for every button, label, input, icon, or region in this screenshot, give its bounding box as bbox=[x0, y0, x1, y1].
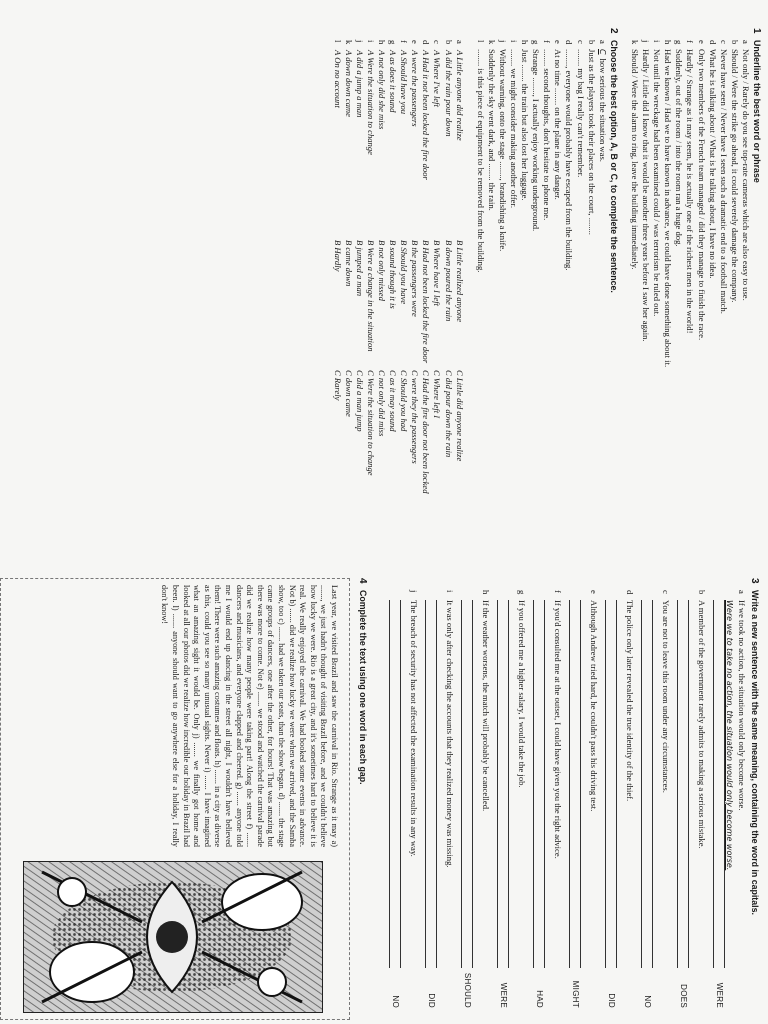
option-letter: c bbox=[432, 40, 443, 44]
item-letter: h bbox=[663, 40, 674, 45]
item-text: Just as the players took their places on the court, ........ bbox=[586, 49, 597, 235]
option-c: C did a man jump bbox=[354, 370, 365, 432]
section3-item bbox=[707, 590, 747, 1008]
section1-item bbox=[640, 40, 651, 488]
section2-item bbox=[475, 40, 486, 488]
handwritten-answer: C bbox=[597, 49, 607, 55]
section4-title: Complete the text using one word in each gap. bbox=[358, 590, 368, 785]
item-letter: c bbox=[575, 40, 586, 44]
option-b: B Hardly bbox=[332, 240, 343, 272]
option-letter: d bbox=[421, 40, 432, 45]
item-letter: b bbox=[586, 40, 597, 45]
section1-item bbox=[707, 40, 718, 488]
answer-line[interactable] bbox=[533, 600, 534, 968]
option-row bbox=[332, 40, 343, 488]
answer-line[interactable] bbox=[497, 600, 498, 968]
option-row bbox=[343, 40, 354, 488]
section3-item bbox=[527, 590, 563, 1008]
item-text: The breach of security has not affected the examination results in any way. bbox=[408, 600, 419, 857]
answer-line[interactable] bbox=[713, 600, 714, 968]
item-text: how serious the situation was. bbox=[597, 58, 608, 162]
option-letter: a bbox=[454, 40, 465, 44]
keyword: NO bbox=[390, 995, 400, 1008]
item-text: If the weather worsens, the match will probably be cancelled. bbox=[480, 600, 491, 812]
section3-item bbox=[635, 590, 671, 1008]
item-letter: i bbox=[509, 40, 520, 43]
item-letter: f bbox=[685, 40, 696, 43]
section2-item bbox=[575, 40, 586, 488]
keyword: WERE bbox=[498, 982, 508, 1008]
item-text: At no time ........ on the plane in any danger. bbox=[553, 49, 564, 200]
keyword: DID bbox=[606, 993, 616, 1008]
option-b: B sound though it is bbox=[388, 240, 399, 309]
section2-item bbox=[586, 40, 597, 488]
carnival-illustration-drawing bbox=[24, 862, 322, 1012]
option-row bbox=[431, 40, 442, 488]
keyword: HAD bbox=[534, 990, 544, 1008]
section2-item bbox=[563, 40, 574, 488]
item-letter: k bbox=[629, 40, 640, 45]
option-b: B Had not been locked the fire door bbox=[421, 240, 432, 364]
option-a: A did a jump a man bbox=[354, 50, 365, 118]
passage-text: Last year, we visited Brazil and saw the carnival in Rio. Strange as it may a) ......., we just hadn't thought of visiting Brazil before, and we couldn't believe how lucky we were. Rio is a great city, and it's sometimes hard to believe it is real. We really enjoyed the carnival. We had booked some events in advance. Not b) ....... did we realize how lucky we were when we arrived, and the Samba show, too c) ....... had we taken our seats, than the show began. d) ....... the stage came groups of dancers, one after the other, for hours! That was amazing but there was more to come. Not e) ....... we stood and watched the carnival parade did we realize how many people were taking part! Along the street f) ....... dancers and musicians, and everyone clapped and cheered. g) ....... anyone told me I would end up dancing in the street all night, I wouldn't have believed them! There were such amazing costumes and floats. h) ....... in a city as diverse as this, could you see so many unusual sights. Never i) ....... I have imagined what an amazing sight it would be. Only j) ....... we finally got home and looked at all our photos did we realize how incredible our holiday in Brazil had been. l) ....... anyone should want to go anywhere else for a holiday, I really don't know! bbox=[160, 585, 339, 847]
answer-line[interactable] bbox=[580, 600, 581, 968]
option-a: A Should have you bbox=[399, 50, 410, 115]
item-text: Hardly / Little did I know that it would be another three years before I saw her again. bbox=[641, 49, 652, 342]
item-letter: h bbox=[480, 590, 491, 595]
option-letter: k bbox=[343, 40, 354, 45]
section1-item bbox=[684, 40, 695, 488]
answer-line[interactable] bbox=[724, 600, 725, 968]
section2-number: 2 bbox=[607, 28, 619, 34]
option-row bbox=[376, 40, 387, 488]
item-text: If you offered me a higher salary, I would take the job. bbox=[516, 600, 527, 788]
item-text: Just ........ the train but also lost her luggage. bbox=[520, 49, 531, 201]
option-a: A not only did she miss bbox=[377, 50, 387, 130]
answer-line[interactable] bbox=[544, 600, 545, 968]
section1-item bbox=[662, 40, 673, 488]
answer-line[interactable] bbox=[425, 600, 426, 968]
section2-item bbox=[541, 40, 552, 488]
item-letter: j bbox=[497, 40, 508, 43]
answer-line[interactable] bbox=[616, 600, 617, 968]
option-letter: j bbox=[354, 40, 365, 43]
section2-title: Choose the best option, A, B or C, to complete the sentence. bbox=[608, 40, 619, 293]
item-text: Although Andrew tried hard, he couldn't pass his driving test. bbox=[588, 600, 599, 812]
item-text: ........ second thoughts, don't hesitate to phone me. bbox=[542, 49, 553, 221]
keyword: DID bbox=[426, 993, 436, 1008]
option-b: B Should you have bbox=[399, 240, 410, 305]
item-text: If we took no action, the situation would only become worse. bbox=[736, 600, 747, 811]
option-letter: f bbox=[399, 40, 410, 43]
handwritten-answer: Were we to take no action, the situation would only become worse. bbox=[724, 600, 734, 871]
item-text: Not only / Rarely do you see top-rate cameras which are also easy to use. bbox=[740, 49, 751, 301]
answer-line[interactable] bbox=[688, 600, 689, 968]
item-letter: i bbox=[444, 590, 455, 593]
option-c: C did pour down the rain bbox=[443, 370, 454, 458]
passage-box bbox=[0, 578, 350, 1020]
item-letter: g bbox=[674, 40, 685, 45]
section4-number: 4 bbox=[357, 578, 368, 584]
option-a: A down down came bbox=[343, 50, 354, 117]
option-a: A Where I've left bbox=[432, 50, 443, 107]
item-letter: c bbox=[718, 40, 729, 44]
item-text: ........ we might consider making another offer. bbox=[509, 49, 520, 209]
option-letter: b bbox=[443, 40, 454, 45]
item-text: Strange ........, I actually enjoy working underground. bbox=[531, 49, 542, 232]
option-a: A did the rain pour down bbox=[443, 50, 454, 137]
item-letter: j bbox=[641, 40, 652, 43]
right-column bbox=[383, 578, 760, 1008]
section3-item bbox=[383, 590, 419, 1008]
item-text: You are not to leave this room under any circumstances. bbox=[660, 600, 671, 793]
option-c: C Where left I bbox=[432, 370, 443, 419]
item-letter: b bbox=[729, 40, 740, 45]
section1-list bbox=[629, 28, 751, 488]
item-letter: e bbox=[588, 590, 599, 594]
section3-item bbox=[599, 590, 635, 1008]
item-text: The police only later revealed the true identity of the thief. bbox=[624, 600, 635, 802]
option-c: C Little did anyone realize bbox=[454, 370, 465, 462]
section1-item bbox=[673, 40, 684, 488]
item-text: Without warning, onto the stage ........, brandishing a knife. bbox=[497, 49, 508, 252]
item-text: Not until the wreckage had been examined could / was terrorism be ruled out. bbox=[652, 49, 663, 317]
item-letter: a bbox=[597, 40, 608, 44]
option-row bbox=[387, 40, 398, 488]
section3-item bbox=[455, 590, 491, 1008]
option-letter: g bbox=[388, 40, 399, 45]
keyword: MIGHT bbox=[570, 980, 580, 1008]
item-text: Should / Were the alarm to ring, leave the building immediately. bbox=[629, 49, 640, 270]
section2-item bbox=[530, 40, 541, 488]
item-text: What he is talking about / What is he talking about, I have no idea. bbox=[707, 49, 718, 279]
keyword: WERE bbox=[714, 982, 724, 1008]
section1-item bbox=[629, 40, 640, 488]
section1-title: Underline the best word or phrase bbox=[752, 40, 762, 183]
item-letter: f bbox=[542, 40, 553, 43]
item-letter: e bbox=[553, 40, 564, 44]
option-row bbox=[442, 40, 453, 488]
answer-line[interactable] bbox=[461, 600, 462, 968]
item-text: A member of the government rarely admits to making a serious mistake. bbox=[696, 600, 707, 849]
option-a: A were the passengers bbox=[410, 50, 421, 127]
item-letter: g bbox=[516, 590, 527, 595]
section1-item bbox=[718, 40, 729, 488]
section2-item bbox=[497, 40, 508, 488]
section3-list bbox=[383, 578, 747, 1008]
section1-item bbox=[740, 40, 751, 488]
section2-list bbox=[475, 28, 608, 488]
option-letter: l bbox=[332, 40, 343, 43]
item-text: ........ my bag I really can't remember. bbox=[575, 49, 586, 178]
option-c: C were they the passengers bbox=[410, 370, 421, 464]
item-letter: l bbox=[475, 40, 486, 43]
answer-line[interactable] bbox=[436, 600, 437, 968]
item-text: It was only after checking the accounts that they realized money was missing. bbox=[444, 600, 455, 868]
section2-item bbox=[486, 40, 497, 488]
section4-header bbox=[357, 578, 368, 1008]
item-letter: d bbox=[564, 40, 575, 45]
section1-item bbox=[729, 40, 740, 488]
item-text: Hardly / Strange as it may seem, he is actually one of the richest men in the world! bbox=[685, 49, 696, 334]
item-text: Only two members of the French team managed / did they manage to finish the race. bbox=[696, 49, 707, 341]
answer-line[interactable] bbox=[389, 600, 390, 968]
option-row bbox=[365, 40, 376, 488]
item-text: Never have seen / Never have I seen such a dramatic end to a football match. bbox=[718, 49, 729, 314]
answer-line[interactable] bbox=[605, 600, 606, 968]
section3-number: 3 bbox=[749, 578, 760, 584]
answer-line[interactable] bbox=[400, 600, 401, 968]
item-letter: d bbox=[624, 590, 635, 595]
item-letter: b bbox=[696, 590, 707, 595]
item-letter: e bbox=[696, 40, 707, 44]
answer-line[interactable] bbox=[569, 600, 570, 968]
section2-item bbox=[597, 40, 608, 488]
item-letter: g bbox=[531, 40, 542, 45]
option-c: C Rarely bbox=[332, 370, 343, 401]
option-b: B came down bbox=[343, 240, 354, 287]
item-letter: i bbox=[652, 40, 663, 43]
left-column bbox=[332, 28, 762, 494]
keyword: DOES bbox=[678, 984, 688, 1008]
option-b: B Little realized anyone bbox=[454, 240, 465, 323]
option-b: B jumped a man bbox=[354, 240, 365, 297]
option-a: A Little anyone did realize bbox=[454, 50, 465, 141]
option-c: C not only did miss bbox=[377, 370, 387, 437]
keyword: NO bbox=[642, 995, 652, 1008]
option-b: B down poured the rain bbox=[443, 240, 454, 322]
section2-options bbox=[332, 40, 465, 494]
section2-item bbox=[508, 40, 519, 488]
item-letter: h bbox=[520, 40, 531, 45]
option-letter: h bbox=[377, 40, 387, 45]
option-b: B not only missed bbox=[377, 240, 387, 301]
answer-line[interactable] bbox=[677, 600, 678, 968]
section3-title: Write a new sentence with the same meaning, containing the word in capitals. bbox=[750, 590, 760, 915]
item-letter: c bbox=[660, 590, 671, 594]
section3-item bbox=[491, 590, 527, 1008]
option-c: C as it may sound bbox=[388, 370, 399, 432]
option-row bbox=[398, 40, 409, 488]
item-letter: f bbox=[552, 590, 563, 593]
item-text: ........, everyone would probably have escaped from the building. bbox=[564, 49, 575, 271]
option-c: C Had the fire door not been locked bbox=[421, 370, 432, 494]
item-text: If you'd consulted me at the outset, I could have given you the right advice. bbox=[552, 600, 563, 859]
option-row bbox=[409, 40, 420, 488]
section3-item bbox=[419, 590, 455, 1008]
item-letter: a bbox=[740, 40, 751, 44]
option-a: A Had it not been locked the fire door bbox=[421, 50, 432, 180]
section2-item bbox=[552, 40, 563, 488]
answer-line[interactable] bbox=[652, 600, 653, 968]
option-c: C down came bbox=[343, 370, 354, 417]
carnival-illustration bbox=[23, 861, 323, 1013]
answer-line[interactable] bbox=[472, 600, 473, 968]
section2-item bbox=[519, 40, 530, 488]
keyword: SHOULD bbox=[462, 972, 472, 1008]
section3-item bbox=[563, 590, 599, 1008]
item-letter: a bbox=[736, 590, 747, 594]
section1-item bbox=[651, 40, 662, 488]
option-letter: i bbox=[365, 40, 376, 43]
answer-line[interactable] bbox=[641, 600, 642, 968]
item-text: Had we known / Had we to have known in advance, we could have done something about it. bbox=[663, 49, 674, 368]
item-text: ........ is this piece of equipment to be removed from the building. bbox=[475, 49, 486, 273]
item-text: Suddenly the sky went dark, and ........ the rain. bbox=[486, 49, 497, 211]
option-b: B Where have I left bbox=[432, 240, 443, 307]
option-row bbox=[420, 40, 432, 494]
section1-item bbox=[695, 40, 706, 488]
item-letter: k bbox=[486, 40, 497, 45]
option-a: A Were the situation to change bbox=[365, 50, 376, 155]
item-text: Suddenly, out of the room / into the room ran a huge dog. bbox=[674, 49, 685, 247]
item-text: Should / Were the strike go ahead, it could severely damage the company. bbox=[729, 49, 740, 303]
option-letter: e bbox=[410, 40, 421, 44]
item-letter: d bbox=[707, 40, 718, 45]
option-row bbox=[454, 40, 465, 488]
option-c: C Were the situation to change bbox=[365, 370, 376, 476]
answer-line[interactable] bbox=[508, 600, 509, 968]
option-a: A as does it sound bbox=[388, 50, 399, 113]
option-row bbox=[354, 40, 365, 488]
option-a: A On no account bbox=[332, 50, 343, 108]
option-b: B Were a change in the situation bbox=[365, 240, 376, 352]
section1-number: 1 bbox=[751, 28, 762, 34]
option-b: B the passengers were bbox=[410, 240, 421, 317]
item-letter: j bbox=[408, 590, 419, 593]
option-c: C Should you had bbox=[399, 370, 410, 432]
section3-item bbox=[671, 590, 707, 1008]
